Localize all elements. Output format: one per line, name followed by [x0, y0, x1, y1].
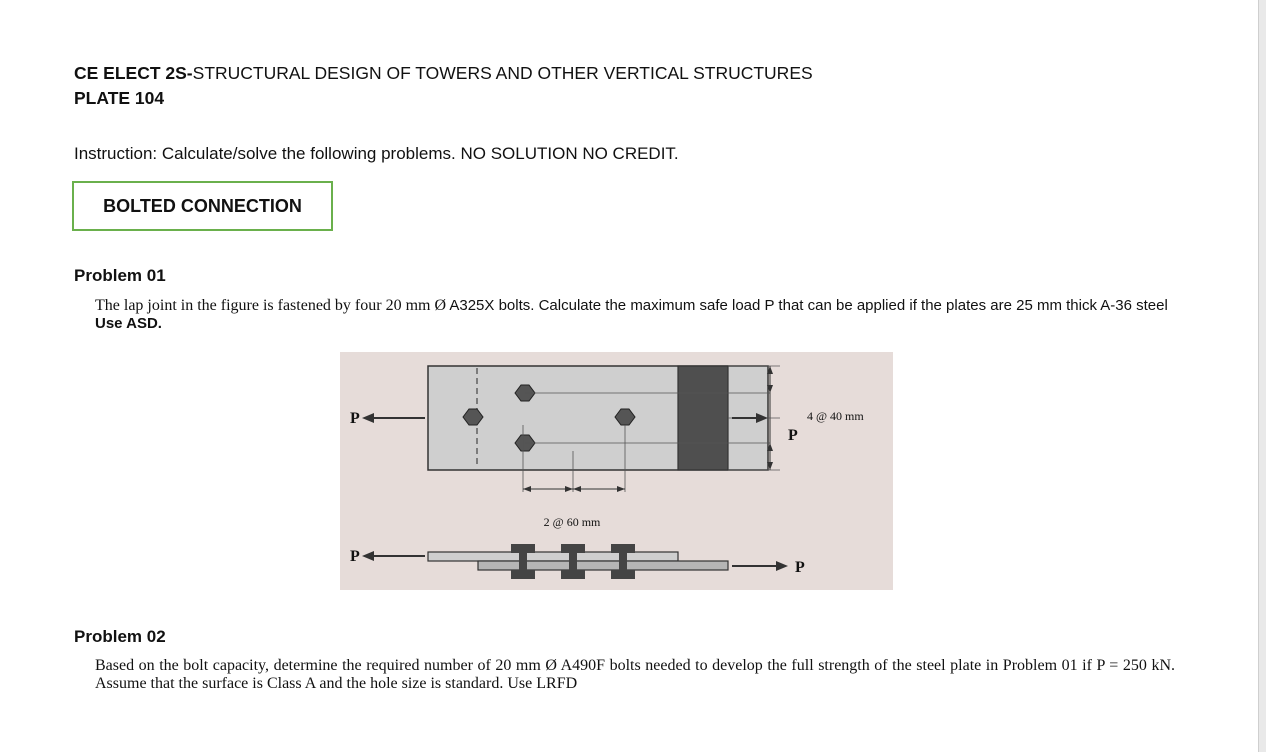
- load-label-right-side: P: [795, 559, 805, 576]
- problem2-text: Based on the bolt capacity, determine the required number of 20 mm Ø A490F bolts needed to develop the full strength of the steel plate in Problem 01 if P = 250 kN. Assume that the surface is Class A and the hole size is standard. Use LRFD: [95, 657, 1175, 692]
- dimension-label-horizontal: 2 @ 60 mm: [543, 515, 601, 529]
- load-label-left-side: P: [350, 548, 360, 565]
- bolt-head-side: [611, 544, 635, 553]
- lap-joint-diagram: [340, 352, 893, 590]
- course-title: STRUCTURAL DESIGN OF TOWERS AND OTHER VERTICAL STRUCTURES: [192, 63, 813, 83]
- plate-side-lower: [478, 561, 728, 570]
- problem1-title: Problem 01: [74, 266, 166, 285]
- dimension-label-vertical: 4 @ 40 mm: [807, 409, 864, 423]
- load-label-right-top: P: [788, 427, 798, 444]
- bolt-head-side: [511, 544, 535, 553]
- plate-side-upper: [428, 552, 678, 561]
- course-code: CE ELECT 2S-: [74, 63, 193, 83]
- bolt-nut-side: [511, 570, 535, 579]
- document-header: [74, 61, 813, 111]
- problem1-text-serif: The lap joint in the figure is fastened by four 20 mm Ø: [95, 297, 447, 314]
- problem1-method: Use ASD.: [95, 315, 162, 332]
- instruction: Instruction: Calculate/solve the following problems. NO SOLUTION NO CREDIT.: [74, 144, 679, 163]
- plate-number: PLATE 104: [74, 88, 165, 108]
- bolt-shank-side: [619, 553, 627, 570]
- load-label-left-top: P: [350, 410, 360, 427]
- section-title: BOLTED CONNECTION: [72, 181, 333, 231]
- page-edge: [1258, 0, 1266, 752]
- problem1-text-sans: A325X bolts. Calculate the maximum safe load P that can be applied if the plates are 25 mm thick A-36 steel: [446, 297, 1168, 314]
- bolt-shank-side: [519, 553, 527, 570]
- bolt-nut-side: [611, 570, 635, 579]
- problem2-title: Problem 02: [74, 627, 166, 646]
- plate-overlap-shaded: [678, 366, 728, 470]
- lap-joint-figure: [340, 352, 893, 590]
- problem1-text: [95, 297, 1175, 333]
- bolt-nut-side: [561, 570, 585, 579]
- bolt-shank-side: [569, 553, 577, 570]
- bolt-head-side: [561, 544, 585, 553]
- course-line: [74, 61, 813, 86]
